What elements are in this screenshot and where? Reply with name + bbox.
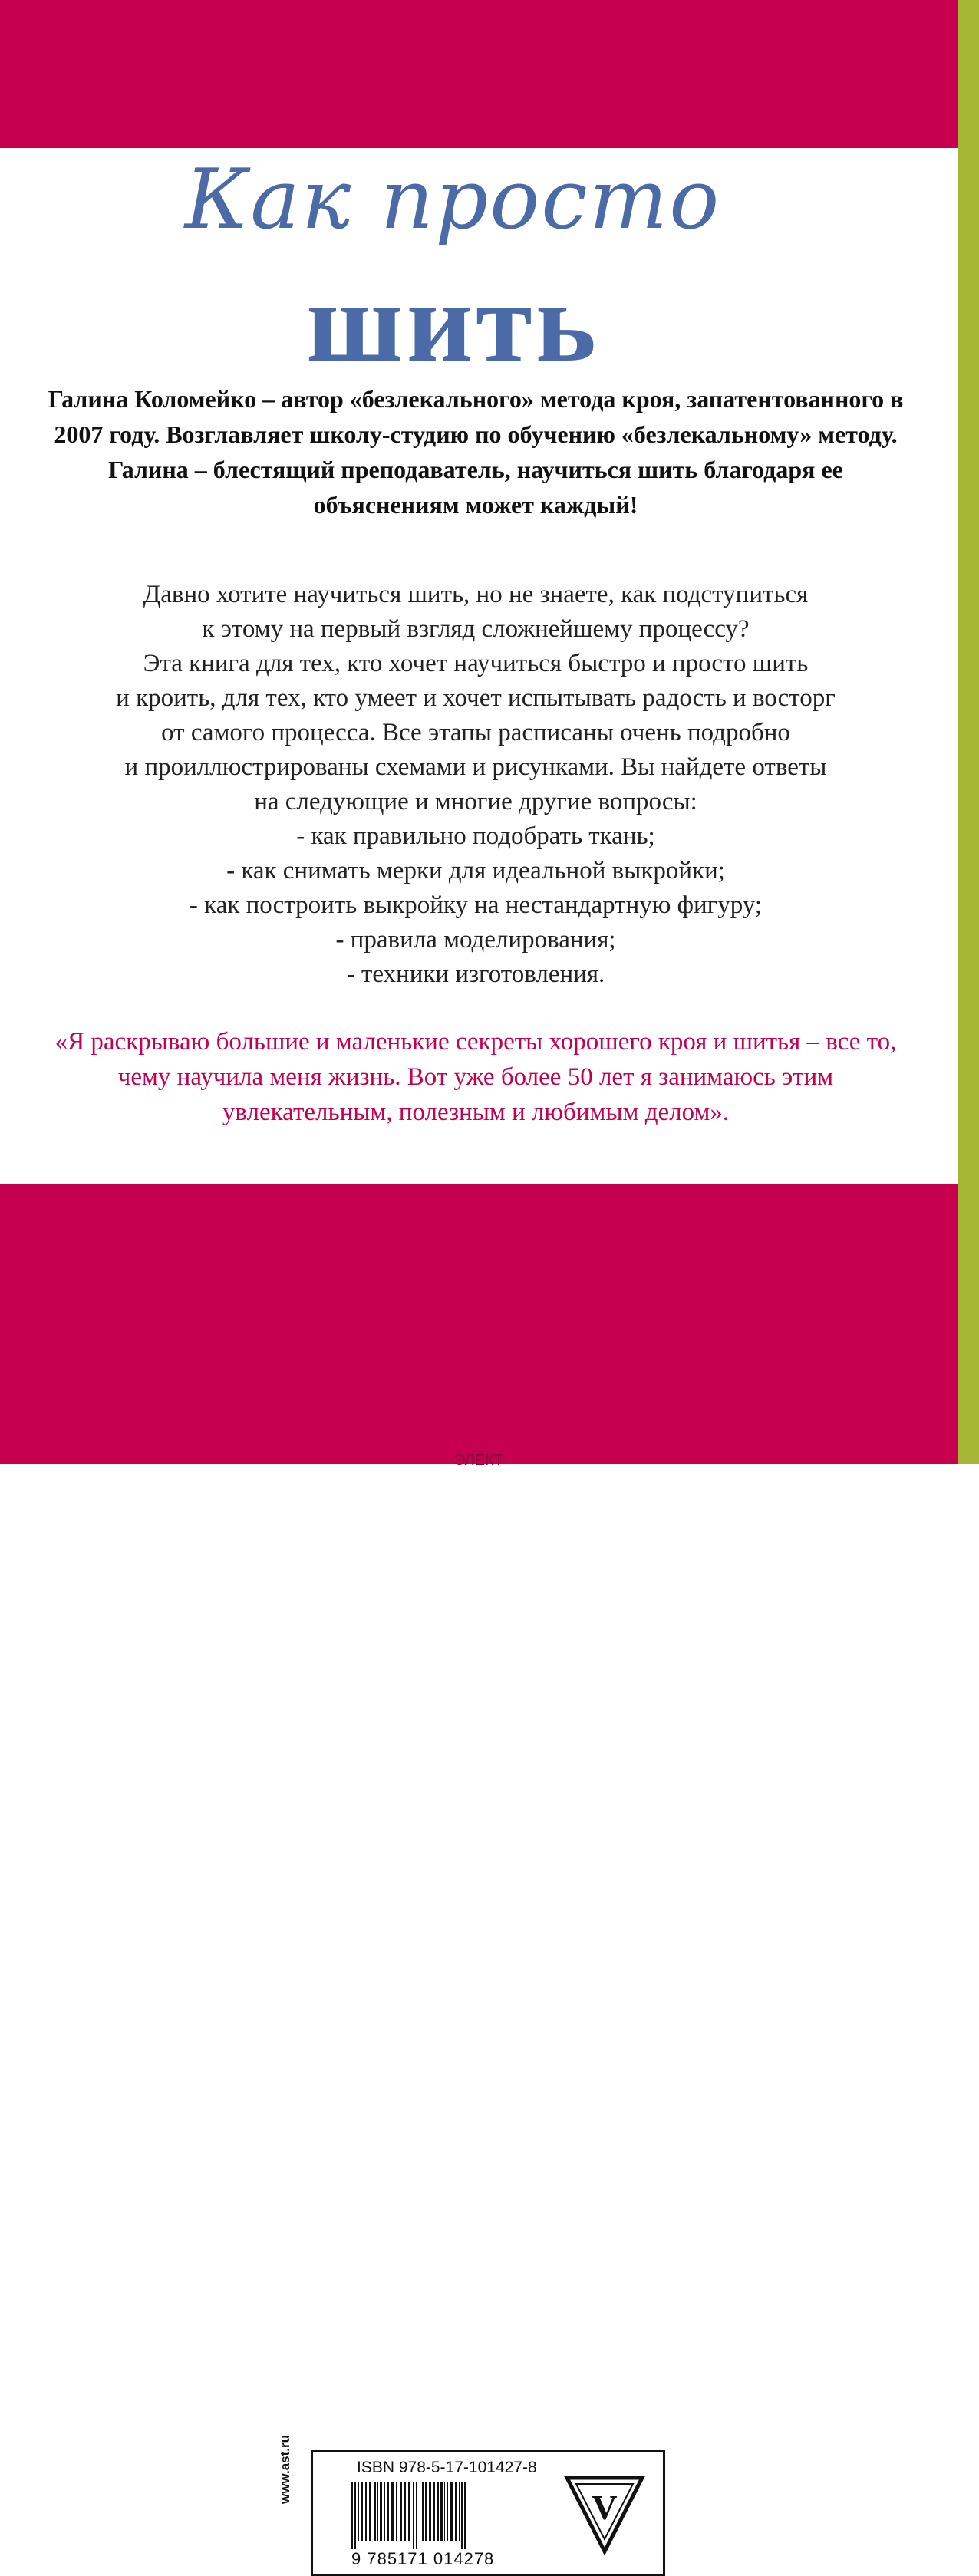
barcode-bar xyxy=(396,2482,397,2541)
barcode-bars xyxy=(350,2482,542,2549)
barcode-bar xyxy=(455,2482,457,2541)
spine-edge xyxy=(958,0,979,1464)
description-list-item: - как снимать мерки для идеальной выкройки; xyxy=(226,857,725,884)
barcode-bar xyxy=(384,2482,385,2541)
barcode-bar xyxy=(400,2482,402,2541)
barcode-bar xyxy=(361,2482,363,2541)
barcode-panel xyxy=(278,2434,665,2576)
title-line-1: Как просто xyxy=(184,152,721,248)
barcode-bar xyxy=(358,2482,359,2541)
barcode-bar xyxy=(447,2482,448,2541)
description-line: к этому на первый взгляд сложнейшему процессу? xyxy=(202,615,750,643)
barcode-bar xyxy=(429,2482,431,2541)
barcode-bar xyxy=(459,2482,460,2541)
bottom-cropped-text: ЭЛЕКТ xyxy=(453,1452,504,1469)
description-line: на следующие и многие другие вопросы: xyxy=(254,788,697,815)
barcode-bar xyxy=(422,2482,424,2541)
description-line: Эта книга для тех, кто хочет научиться быстро и просто шить xyxy=(143,650,809,677)
author-bio: Галина Коломейко – автор «безлекального» метода кроя, запатентованного в 2007 году. Возглавляет школу-студию по обучению «безлекальному» методу. Галина – блестящий преподаватель, научиться шить благодаря ее объяснениям может каждый! xyxy=(48,385,904,519)
publisher-logo-letter: V xyxy=(592,2488,618,2527)
barcode-bar xyxy=(374,2482,376,2541)
description-list-item: - как правильно подобрать ткань; xyxy=(296,822,655,850)
barcode-bar xyxy=(354,2482,356,2549)
barcode-bar xyxy=(437,2482,439,2541)
description-line: и кроить, для тех, кто умеет и хочет испытывать радость и восторг xyxy=(116,684,836,712)
publisher-logo-icon xyxy=(562,2472,647,2556)
description-list-item: - как построить выкройку на нестандартную фигуру; xyxy=(189,891,763,919)
barcode-bar xyxy=(404,2482,406,2541)
title-line-2: шить xyxy=(305,259,600,386)
barcode-bar xyxy=(464,2482,466,2549)
isbn-label: ISBN 978-5-17-101427-8 xyxy=(357,2459,537,2476)
barcode-bar xyxy=(380,2482,382,2541)
barcode-bar xyxy=(391,2482,394,2541)
barcode-bar xyxy=(416,2482,417,2549)
barcode-bar xyxy=(450,2482,453,2541)
barcode-bar xyxy=(387,2482,389,2541)
barcode-bar xyxy=(413,2482,414,2549)
barcode-bar xyxy=(377,2482,378,2541)
barcode-bar xyxy=(369,2482,371,2541)
bottom-color-band xyxy=(0,1184,958,2568)
barcode-bar xyxy=(365,2482,367,2541)
description-list-item: - правила моделирования; xyxy=(335,926,616,954)
book-description xyxy=(46,578,905,992)
description-line: Давно хотите научиться шить, но не знаете, как подступиться xyxy=(143,581,809,608)
barcode-bar xyxy=(433,2482,435,2541)
barcode-bar xyxy=(440,2482,443,2541)
description-list-item: - техники изготовления. xyxy=(346,960,605,988)
publisher-site: www.ast.ru xyxy=(278,2434,292,2505)
barcode-bar xyxy=(444,2482,445,2541)
barcode-bar xyxy=(408,2482,410,2541)
description-line: и проиллюстрированы схемами и рисунками. Вы найдете ответы xyxy=(124,753,827,781)
top-color-band xyxy=(0,0,958,148)
barcode-bar xyxy=(425,2482,427,2541)
barcode-digits: 9 785171 014278 xyxy=(351,2549,495,2568)
author-quote: «Я раскрываю большие и маленькие секреты хорошего кроя и шитья – все то, чему научила меня жизнь. Вот уже более 50 лет я занимаюсь этим увлекательным, полезным и любимым делом». xyxy=(54,1028,897,1126)
description-line: от самого процесса. Все этапы расписаны очень подробно xyxy=(161,719,790,746)
barcode-bar xyxy=(461,2482,463,2549)
barcode-bar xyxy=(351,2482,353,2549)
